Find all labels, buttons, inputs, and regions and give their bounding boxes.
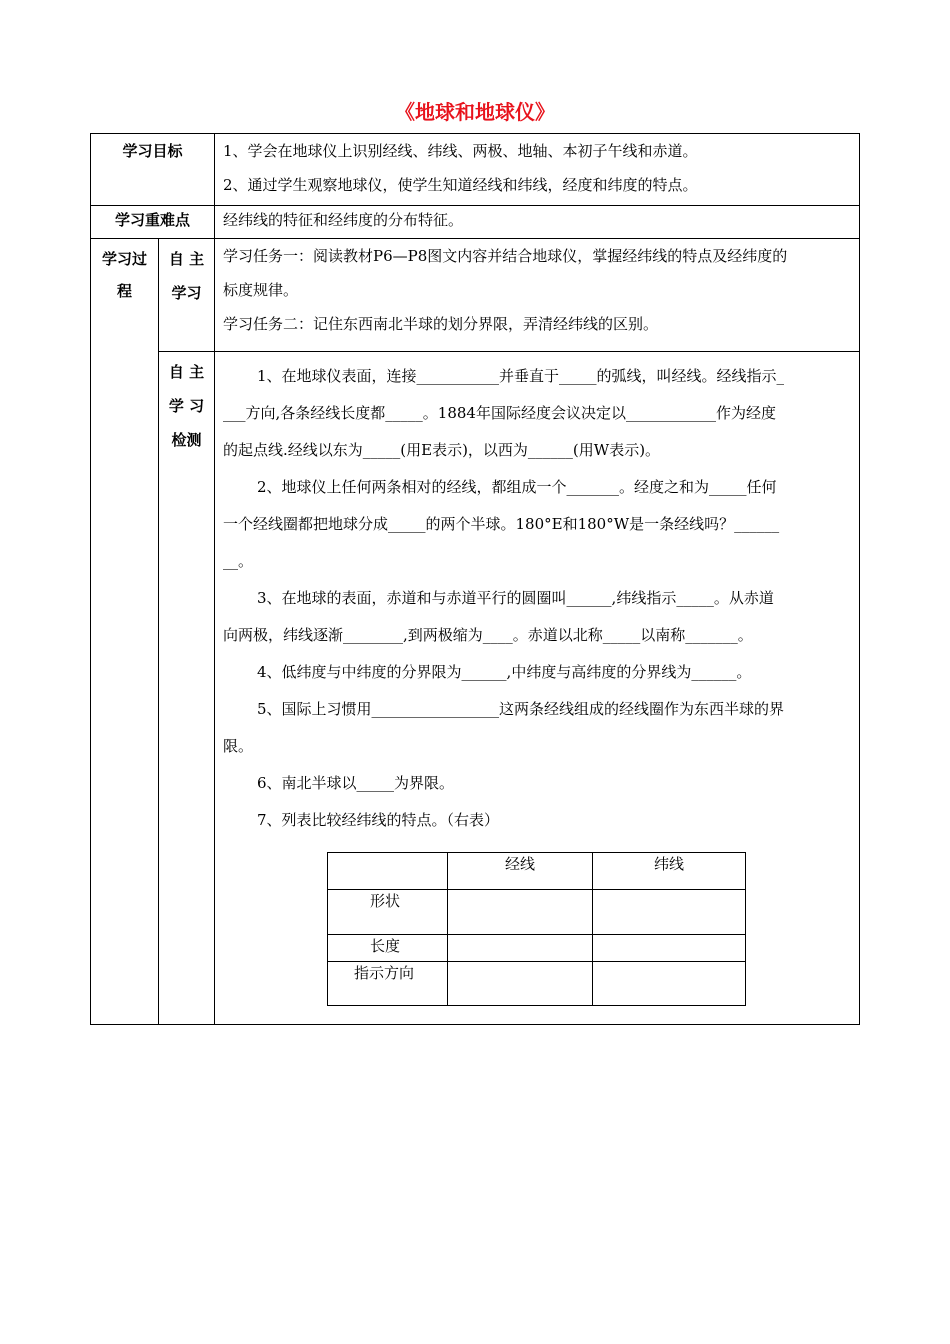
- exercise-line: 4、低纬度与中纬度的分界限为______,中纬度与高纬度的分界线为______。: [257, 663, 752, 681]
- exercise-line: 5、国际上习惯用_________________这两条经线组成的经线圈作为东西半球的界: [257, 700, 785, 718]
- comparison-header-cell: [328, 853, 448, 890]
- self-study-row: [91, 239, 860, 352]
- exercise-list: [223, 352, 853, 839]
- exercise-line: 向两极，纬线逐渐________,到两极缩为____。赤道以北称_____以南称_______。: [223, 626, 753, 644]
- self-check-label-line-2: 学 习: [168, 397, 205, 415]
- self-check-content: [215, 352, 860, 1025]
- comparison-row-label: 指示方向: [328, 962, 448, 1006]
- self-study-content: [215, 239, 860, 352]
- page-title: 《地球和地球仪》: [395, 100, 555, 124]
- key-points-text: 经纬线的特征和经纬度的分布特征。: [223, 211, 464, 229]
- exercise-line: 6、南北半球以_____为界限。: [257, 774, 455, 792]
- process-label-line-2: 程: [116, 282, 132, 300]
- exercise-line: 一个经线圈都把地球分成_____的两个半球。180°E和180°W是一条经线吗？______: [223, 515, 780, 533]
- goal-line-1: 1、学会在地球仪上识别经线、纬线、两极、地轴、本初子午线和赤道。: [223, 142, 698, 160]
- key-points-row: [91, 206, 860, 239]
- comparison-row-label: 形状: [328, 890, 448, 935]
- self-study-label-line-2: 学习: [171, 284, 202, 302]
- self-check-label: [159, 352, 215, 1025]
- exercise-line: __。: [223, 552, 254, 570]
- comparison-header-row: [328, 853, 746, 890]
- exercise-line: ___方向,各条经线长度都_____。1884年国际经度会议决定以____________作为经度: [223, 404, 776, 422]
- comparison-row: [328, 962, 746, 1006]
- self-study-label: [159, 239, 215, 352]
- comparison-cell: [593, 890, 746, 935]
- key-points-label: 学习重难点: [91, 206, 215, 239]
- exercise-line: 7、列表比较经纬线的特点。（右表）: [257, 811, 500, 829]
- key-points-content: [215, 206, 860, 239]
- comparison-header-cell: 经线: [448, 853, 593, 890]
- comparison-cell: [448, 890, 593, 935]
- exercise-line: 的起点线.经线以东为_____(用E表示)，以西为______(用W表示)。: [223, 441, 661, 459]
- self-check-label-line-3: 检测: [171, 431, 202, 449]
- goal-line-2: 2、通过学生观察地球仪，使学生知道经线和纬线，经度和纬度的特点。: [223, 176, 698, 194]
- exercise-line: 3、在地球的表面，赤道和与赤道平行的圆圈叫______,纬线指示_____。从赤道: [257, 589, 774, 607]
- process-label-line-1: 学习过: [101, 250, 147, 268]
- goal-label: 学习目标: [91, 134, 215, 206]
- comparison-header-cell: 纬线: [593, 853, 746, 890]
- comparison-cell: [593, 935, 746, 962]
- self-study-label-line-1: 自 主: [168, 250, 205, 268]
- comparison-cell: [448, 962, 593, 1006]
- task-line-1: 学习任务一：阅读教材P6—P8图文内容并结合地球仪，掌握经纬线的特点及经纬度的: [223, 247, 788, 265]
- comparison-cell: [448, 935, 593, 962]
- task-line-3: 学习任务二：记住东西南北半球的划分界限，弄清经纬线的区别。: [223, 315, 659, 333]
- comparison-row: [328, 935, 746, 962]
- comparison-row: [328, 890, 746, 935]
- comparison-table: [327, 852, 746, 1006]
- process-label: [91, 239, 159, 1025]
- comparison-cell: [593, 962, 746, 1006]
- goal-row: [91, 134, 860, 206]
- exercise-line: 2、地球仪上任何两条相对的经线，都组成一个_______。经度之和为_____任何: [257, 478, 777, 496]
- self-check-label-line-1: 自 主: [168, 363, 205, 381]
- exercise-line: 1、在地球仪表面，连接___________并垂直于_____的弧线，叫经线。经线指示_: [257, 367, 785, 385]
- comparison-row-label: 长度: [328, 935, 448, 962]
- goal-content: [215, 134, 860, 206]
- exercise-line: 限。: [223, 737, 254, 755]
- study-plan-table: [90, 133, 860, 1025]
- self-check-row: [91, 352, 860, 1025]
- task-line-2: 标度规律。: [223, 281, 299, 299]
